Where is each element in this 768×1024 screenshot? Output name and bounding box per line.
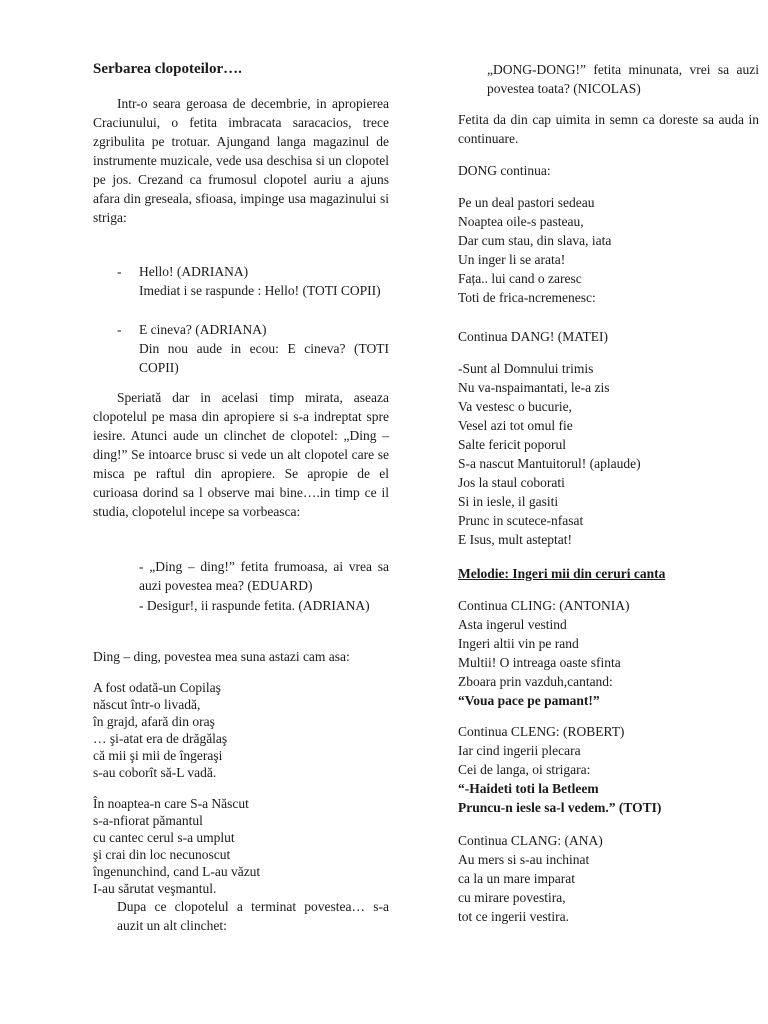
verse-line-bold: Pruncu-n iesle sa-l vedem.” (TOTI) bbox=[458, 800, 662, 815]
poem-line: În noaptea-n care S-a Născut bbox=[93, 796, 249, 811]
dong-dialogue: „DONG-DONG!” fetita minunata, vrei sa auzi povestea toata? (NICOLAS) bbox=[487, 62, 759, 96]
verse-line: tot ce ingerii vestira. bbox=[458, 909, 569, 924]
document-title: Serbarea clopoteilor…. bbox=[93, 61, 242, 77]
poem-line: şi crai din loc necunoscut bbox=[93, 847, 231, 862]
verse-line: Prunc in scutece-nfasat bbox=[458, 513, 584, 528]
verse-line: Cei de langa, oi strigara: bbox=[458, 762, 591, 777]
verse-4 bbox=[458, 722, 661, 817]
verse-line: S-a nascut Mantuitorul! (aplaude) bbox=[458, 456, 641, 471]
verse-line: Toti de frica-ncremenesc: bbox=[458, 290, 596, 305]
paragraph-clinchet: Speriată dar in acelasi timp mirata, aseaza clopotelul pe masa din apropiere si s-a indreptat spre iesire. Atunci aude un clinchet de clopotel: „Ding – ding!” Se intoarce brusc si vede un alt clopotel care se misca pe raftul din apropiere. Se apropie de el curioasa dorind sa l observe mai bine….in timp ce il studia, clopotelul incepe sa vorbeasca: bbox=[93, 390, 389, 519]
verse-line: Salte fericit poporul bbox=[458, 437, 566, 452]
verse-line: Iar cind ingerii plecara bbox=[458, 743, 581, 758]
verse-line: ca la un mare imparat bbox=[458, 871, 575, 886]
poem-line: s-a-nfiorat pămantul bbox=[93, 813, 203, 828]
poem-line: născut într-o livadă, bbox=[93, 697, 201, 712]
verse-line: Continua CLENG: (ROBERT) bbox=[458, 724, 625, 739]
poem-line: s-au coborît să-L vadă. bbox=[93, 765, 217, 780]
verse-line: cu mirare povestira, bbox=[458, 890, 566, 905]
dialogue-line: E cineva? (ADRIANA) bbox=[139, 322, 267, 337]
dialogue-ding: - „Ding – ding!” fetita frumoasa, ai vrea sa auzi povestea mea? (EDUARD) bbox=[139, 559, 389, 593]
verse-line: Multii! O intreaga oaste sfinta bbox=[458, 655, 621, 670]
verse-line: Continua CLING: (ANTONIA) bbox=[458, 598, 630, 613]
verse-line: Va vestesc o bucurie, bbox=[458, 399, 572, 414]
verse-3 bbox=[458, 596, 629, 710]
dialogue-item-1 bbox=[117, 262, 389, 300]
verse-line: Noaptea oile-s pasteau, bbox=[458, 214, 584, 229]
poem-line: cu cantec cerul s-a umplut bbox=[93, 830, 235, 845]
verse-line: Vesel azi tot omul fie bbox=[458, 418, 573, 433]
poem-line: A fost odată-un Copilaş bbox=[93, 680, 221, 695]
dong-continua: DONG continua: bbox=[458, 163, 551, 178]
list-dash: - bbox=[117, 264, 122, 279]
dialogue-line: Din nou aude in ecou: E cineva? (TOTI COPII) bbox=[139, 341, 389, 375]
verse-line: Zboara prin vazduh,cantand: bbox=[458, 674, 613, 689]
melody-heading: Melodie: Ingeri mii din ceruri canta bbox=[458, 566, 666, 581]
verse-line: Au mers si s-au inchinat bbox=[458, 852, 590, 867]
poem-line: … şi-atat era de drăgălaş bbox=[93, 731, 228, 746]
poem-line: în grajd, afară din oraş bbox=[93, 714, 215, 729]
verse-line: Jos la staul coborati bbox=[458, 475, 565, 490]
verse-2 bbox=[458, 359, 641, 549]
verse-line: Continua CLANG: (ANA) bbox=[458, 833, 603, 848]
verse-line: Ingeri altii vin pe rand bbox=[458, 636, 579, 651]
list-dash: - bbox=[117, 322, 122, 337]
poem-stanza-2 bbox=[93, 795, 260, 897]
paragraph-ending: Dupa ce clopotelul a terminat povestea… s-a auzit un alt clinchet: bbox=[117, 899, 389, 933]
dialogue-desigur: - Desigur!, ii raspunde fetita. (ADRIANA) bbox=[139, 598, 370, 613]
dialogue-line: Hello! (ADRIANA) bbox=[139, 264, 249, 279]
verse-line: E Isus, mult asteptat! bbox=[458, 532, 572, 547]
verse-line: Fața.. lui cand o zaresc bbox=[458, 271, 582, 286]
verse-1 bbox=[458, 193, 611, 307]
verse-line: Pe un deal pastori sedeau bbox=[458, 195, 595, 210]
paragraph-fetita: Fetita da din cap uimita in semn ca doreste sa auda in continuare. bbox=[458, 112, 759, 146]
paragraph-intro: Intr-o seara geroasa de decembrie, in apropierea Craciunului, o fetita imbracata saracacios, trece zgribulita pe trotuar. Ajungand langa magazinul de instrumente muzicale, vede usa deschisa si un clopotel pe jos. Crezand ca frumosul clopotel auriu a ajuns afara din greseala, sfioasa, impinge usa magazinului si striga: bbox=[93, 96, 389, 225]
poem-line: I-au sărutat veşmantul. bbox=[93, 881, 217, 896]
verse-5 bbox=[458, 831, 603, 926]
verse-line: Dar cum stau, din slava, iata bbox=[458, 233, 612, 248]
paragraph-povestea: Ding – ding, povestea mea suna astazi cam asa: bbox=[93, 649, 350, 664]
dang-continua: Continua DANG! (MATEI) bbox=[458, 329, 608, 344]
verse-line: Si in iesle, il gasiti bbox=[458, 494, 559, 509]
dialogue-line: Imediat i se raspunde : Hello! (TOTI COPII) bbox=[139, 283, 381, 298]
verse-line: -Sunt al Domnului trimis bbox=[458, 361, 594, 376]
verse-line-bold: “-Haideti toti la Betleem bbox=[458, 781, 599, 796]
verse-line: Asta ingerul vestind bbox=[458, 617, 567, 632]
dialogue-item-2 bbox=[117, 320, 389, 377]
verse-line: Un inger li se arata! bbox=[458, 252, 566, 267]
poem-line: îngenunchind, cand L-au văzut bbox=[93, 864, 261, 879]
verse-line-bold: “Voua pace pe pamant!” bbox=[458, 693, 600, 708]
verse-line: Nu va-nspaimantati, le-a zis bbox=[458, 380, 610, 395]
poem-stanza-1 bbox=[93, 679, 227, 781]
poem-line: că mii şi mii de îngeraşi bbox=[93, 748, 223, 763]
